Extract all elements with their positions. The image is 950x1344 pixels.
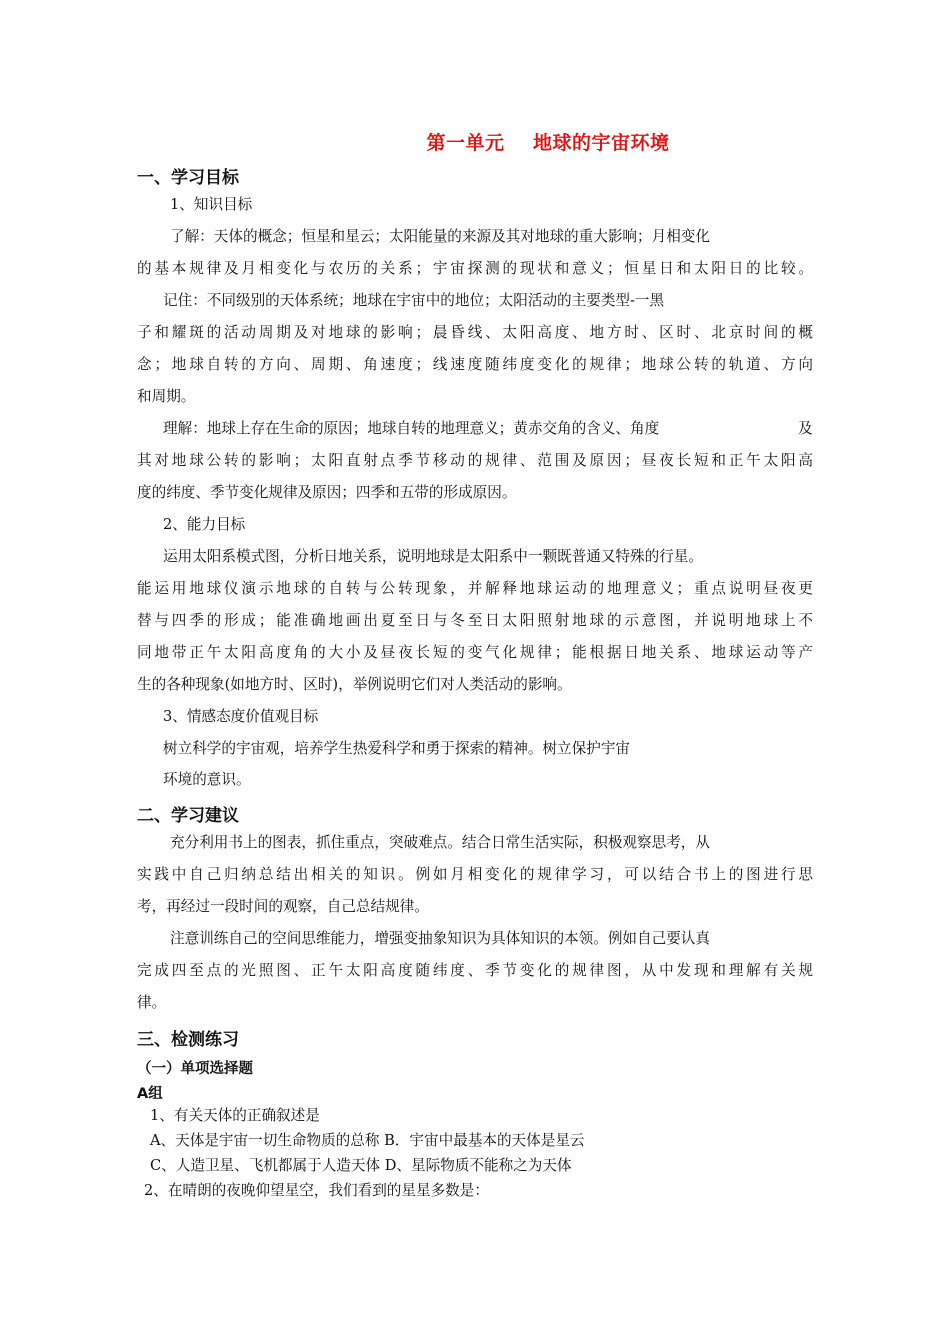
paragraph-line: 实践中自己归纳总结出相关的知识。例如月相变化的规律学习，可以结合书上的图进行思 bbox=[137, 866, 813, 883]
paragraph-line: 环境的意识。 bbox=[163, 771, 251, 788]
emotion-goals-heading: 3、情感态度价值观目标 bbox=[163, 708, 319, 725]
paragraph-line-end: 及 bbox=[798, 420, 813, 437]
question-group-label: A组 bbox=[137, 1086, 163, 1102]
question-2: 2、在晴朗的夜晚仰望星空，我们看到的星星多数是： bbox=[144, 1182, 489, 1199]
paragraph-line: 和周期。 bbox=[137, 388, 196, 405]
paragraph-line: 同地带正午太阳高度角的大小及昼夜长短的变气化规律；能根据日地关系、地球运动等产 bbox=[137, 644, 813, 661]
document-title: 第一单元 地球的宇宙环境 bbox=[426, 132, 670, 154]
question-1: 1、有关天体的正确叙述是 bbox=[150, 1107, 320, 1124]
question-1-options-cd: C、人造卫星、飞机都属于人造天体 D、星际物质不能称之为天体 bbox=[150, 1157, 572, 1174]
paragraph-line: 完成四至点的光照图、正午太阳高度随纬度、季节变化的规律图，从中发现和理解有关规 bbox=[137, 962, 813, 979]
paragraph-line: 其对地球公转的影响；太阳直射点季节移动的规律、范围及原因；昼夜长短和正午太阳高 bbox=[137, 452, 813, 469]
section-heading-practice: 三、检测练习 bbox=[137, 1030, 239, 1050]
paragraph-line: 运用太阳系模式图，分析日地关系，说明地球是太阳系中一颗既普通又特殊的行星。 bbox=[163, 548, 703, 565]
paragraph-line: 子和耀斑的活动周期及对地球的影响；晨昏线、太阳高度、地方时、区时、北京时间的概 bbox=[137, 324, 813, 341]
paragraph-line: 记住：不同级别的天体系统；地球在宇宙中的地位；太阳活动的主要类型-一黑 bbox=[163, 292, 665, 309]
ability-goals-heading: 2、能力目标 bbox=[163, 516, 246, 533]
paragraph-line: 律。 bbox=[137, 994, 167, 1011]
paragraph-line: 能运用地球仪演示地球的自转与公转现象，并解释地球运动的地理意义；重点说明昼夜更 bbox=[137, 580, 813, 597]
question-1-options-ab: A、天体是宇宙一切生命物质的总称 B．宇宙中最基本的天体是星云 bbox=[150, 1132, 585, 1149]
paragraph-line: 注意训练自己的空间思维能力，增强变抽象知识为具体知识的本领。例如自己要认真 bbox=[170, 930, 710, 947]
question-type-heading: （一）单项选择题 bbox=[137, 1061, 253, 1077]
paragraph-line: 考，再经过一段时间的观察，自己总结规律。 bbox=[137, 898, 429, 915]
paragraph-line: 了解：天体的概念；恒星和星云；太阳能量的来源及其对地球的重大影响；月相变化 bbox=[170, 228, 710, 245]
paragraph-line: 度的纬度、季节变化规律及原因；四季和五带的形成原因。 bbox=[137, 484, 517, 501]
section-heading-learning-goals: 一、学习目标 bbox=[137, 168, 239, 188]
paragraph-line: 理解：地球上存在生命的原因；地球自转的地理意义；黄赤交角的含义、角度 bbox=[163, 420, 660, 437]
paragraph-line: 替与四季的形成；能准确地画出夏至日与冬至日太阳照射地球的示意图，并说明地球上不 bbox=[137, 612, 813, 629]
paragraph-line: 生的各种现象(如地方时、区时)，举例说明它们对人类活动的影响。 bbox=[137, 676, 572, 693]
paragraph-line: 的基本规律及月相变化与农历的关系；宇宙探测的现状和意义；恒星日和太阳日的比较。 bbox=[137, 260, 813, 277]
paragraph-line: 树立科学的宇宙观，培养学生热爱科学和勇于探索的精神。树立保护宇宙 bbox=[163, 740, 631, 757]
paragraph-line: 充分利用书上的图表，抓住重点，突破难点。结合日常生活实际，积极观察思考，从 bbox=[170, 834, 710, 851]
paragraph-line: 念；地球自转的方向、周期、角速度；线速度随纬度变化的规律；地球公转的轨道、方向 bbox=[137, 356, 813, 373]
section-heading-learning-advice: 二、学习建议 bbox=[137, 806, 239, 826]
knowledge-goals-heading: 1、知识目标 bbox=[170, 196, 253, 213]
